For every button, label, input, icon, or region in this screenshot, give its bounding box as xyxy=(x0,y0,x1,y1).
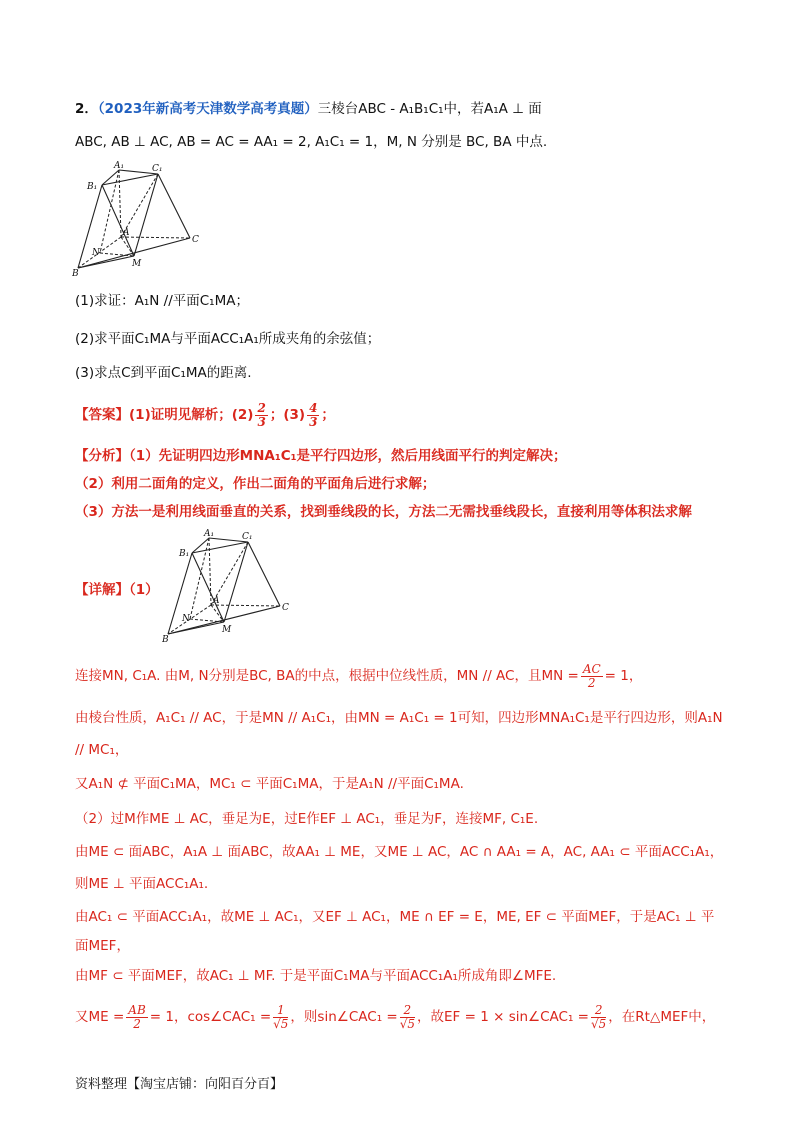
problem-line-1 xyxy=(75,99,542,119)
label-a: A xyxy=(123,228,130,238)
detail-p11-fraction-2: $\frac{1}{√5}$ xyxy=(273,1002,289,1031)
detail-p11-b: = 1，cos∠CAC₁ = xyxy=(149,1009,272,1025)
question-3: (3)求点C到平面C₁MA的距离. xyxy=(75,365,252,381)
question-1: (1)求证：A₁N //平面C₁MA； xyxy=(75,293,249,309)
detail-p1-a: 连接MN, C₁A. 由M, N分别是BC, BA的中点，根据中位线性质，MN // AC，且MN = xyxy=(75,668,579,684)
label-c: C xyxy=(192,235,199,245)
label-a1: A₁ xyxy=(114,161,125,171)
analysis-line-1: 【分析】（1）先证明四边形MNA₁C₁是平行四边形，然后用线面平行的判定解决； xyxy=(75,448,567,464)
detail-p5: （2）过M作ME ⊥ AC，垂足为E，过E作EF ⊥ AC₁，垂足为F，连接MF, C₁E. xyxy=(75,811,539,827)
detail-p10: 由MF ⊂ 平面MEF，故AC₁ ⊥ MF. 于是平面C₁MA与平面ACC₁A₁所成角即∠MFE. xyxy=(75,968,557,984)
detail-p6: 由ME ⊂ 面ABC，A₁A ⊥ 面ABC，故AA₁ ⊥ ME，又ME ⊥ AC，AC ∩ AA₁ = A，AC, AA₁ ⊂ 平面ACC₁A₁， xyxy=(75,844,724,860)
detail-p11 xyxy=(75,1000,715,1034)
problem-stem-1: 三棱台ABC - A₁B₁C₁中，若A₁A ⊥ 面 xyxy=(317,101,542,117)
detail-p2: 由棱台性质，A₁C₁ // AC，于是MN // A₁C₁，由MN = A₁C₁ = 1可知，四边形MNA₁C₁是平行四边形，则A₁N xyxy=(75,710,723,726)
analysis-line-2: （2）利用二面角的定义，作出二面角的平面角后进行求解； xyxy=(75,476,436,492)
problem-number: 2． xyxy=(75,101,98,117)
detail-label: 【详解】（1） xyxy=(75,582,159,598)
label2-a: A xyxy=(213,596,220,606)
detail-p1-b: = 1， xyxy=(604,668,643,684)
label2-a1: A₁ xyxy=(204,529,215,539)
detail-p11-fraction-4: $\frac{2}{√5}$ xyxy=(591,1002,607,1031)
label-c1: C₁ xyxy=(152,164,163,174)
detail-p9: 面MEF， xyxy=(75,938,130,954)
answer-text-1: (1)证明见解析；(2) xyxy=(129,407,254,423)
problem-source: （2023年新高考天津数学高考真题） xyxy=(97,101,318,117)
detail-p4: 又A₁N ⊄ 平面C₁MA，MC₁ ⊂ 平面C₁MA，于是A₁N //平面C₁MA. xyxy=(75,776,464,792)
detail-p11-a: 又ME = xyxy=(75,1009,125,1025)
detail-p11-d: ，故EF = 1 × sin∠CAC₁ = xyxy=(417,1009,589,1025)
label2-n: N xyxy=(182,614,190,624)
label-n: N xyxy=(92,248,100,258)
label2-b1: B₁ xyxy=(179,549,190,559)
answer-fraction-3: $\frac{4}{3}$ xyxy=(309,400,318,429)
label-b: B xyxy=(72,269,79,278)
answer-end: ； xyxy=(321,407,335,423)
frustum-figure-1 xyxy=(72,158,207,278)
label2-b: B xyxy=(162,635,169,644)
detail-p11-fraction-3: $\frac{2}{√5}$ xyxy=(399,1002,416,1031)
answer-label: 【答案】 xyxy=(75,407,129,423)
detail-p11-e: ，在Rt△MEF中， xyxy=(608,1009,716,1025)
answer-fraction-2: $\frac{2}{3}$ xyxy=(257,400,266,429)
page-footer: 资料整理【淘宝店铺：向阳百分百】 xyxy=(75,1077,284,1092)
analysis-line-3: （3）方法一是利用线面垂直的关系，找到垂线段的长，方法二无需找垂线段长，直接利用等体积法求解 xyxy=(75,504,692,520)
detail-p1 xyxy=(75,661,642,691)
label2-m: M xyxy=(222,625,232,635)
label2-c: C xyxy=(282,603,289,613)
label2-c1: C₁ xyxy=(242,532,253,542)
frustum-figure-2 xyxy=(162,526,297,644)
detail-p7: 则ME ⊥ 平面ACC₁A₁. xyxy=(75,876,209,892)
detail-p8: 由AC₁ ⊂ 平面ACC₁A₁，故ME ⊥ AC₁，又EF ⊥ AC₁，ME ∩ EF = E，ME, EF ⊂ 平面MEF，于是AC₁ ⊥ 平 xyxy=(75,909,715,925)
label-b1: B₁ xyxy=(87,182,98,192)
detail-p3: // MC₁， xyxy=(75,742,129,758)
question-2: (2)求平面C₁MA与平面ACC₁A₁所成夹角的余弦值； xyxy=(75,331,381,347)
label-m: M xyxy=(132,259,142,269)
answer-line xyxy=(75,400,335,430)
detail-p11-fraction-1: $\frac{AB}{2}$ xyxy=(128,1002,146,1031)
detail-p11-c: ，则sin∠CAC₁ = xyxy=(290,1009,398,1025)
problem-stem-2: ABC, AB ⊥ AC, AB = AC = AA₁ = 2, A₁C₁ = 1，M, N 分别是 BC, BA 中点. xyxy=(75,134,548,150)
answer-sep: ；(3) xyxy=(269,407,306,423)
detail-p1-fraction: $\frac{AC}{2}$ xyxy=(582,661,601,690)
